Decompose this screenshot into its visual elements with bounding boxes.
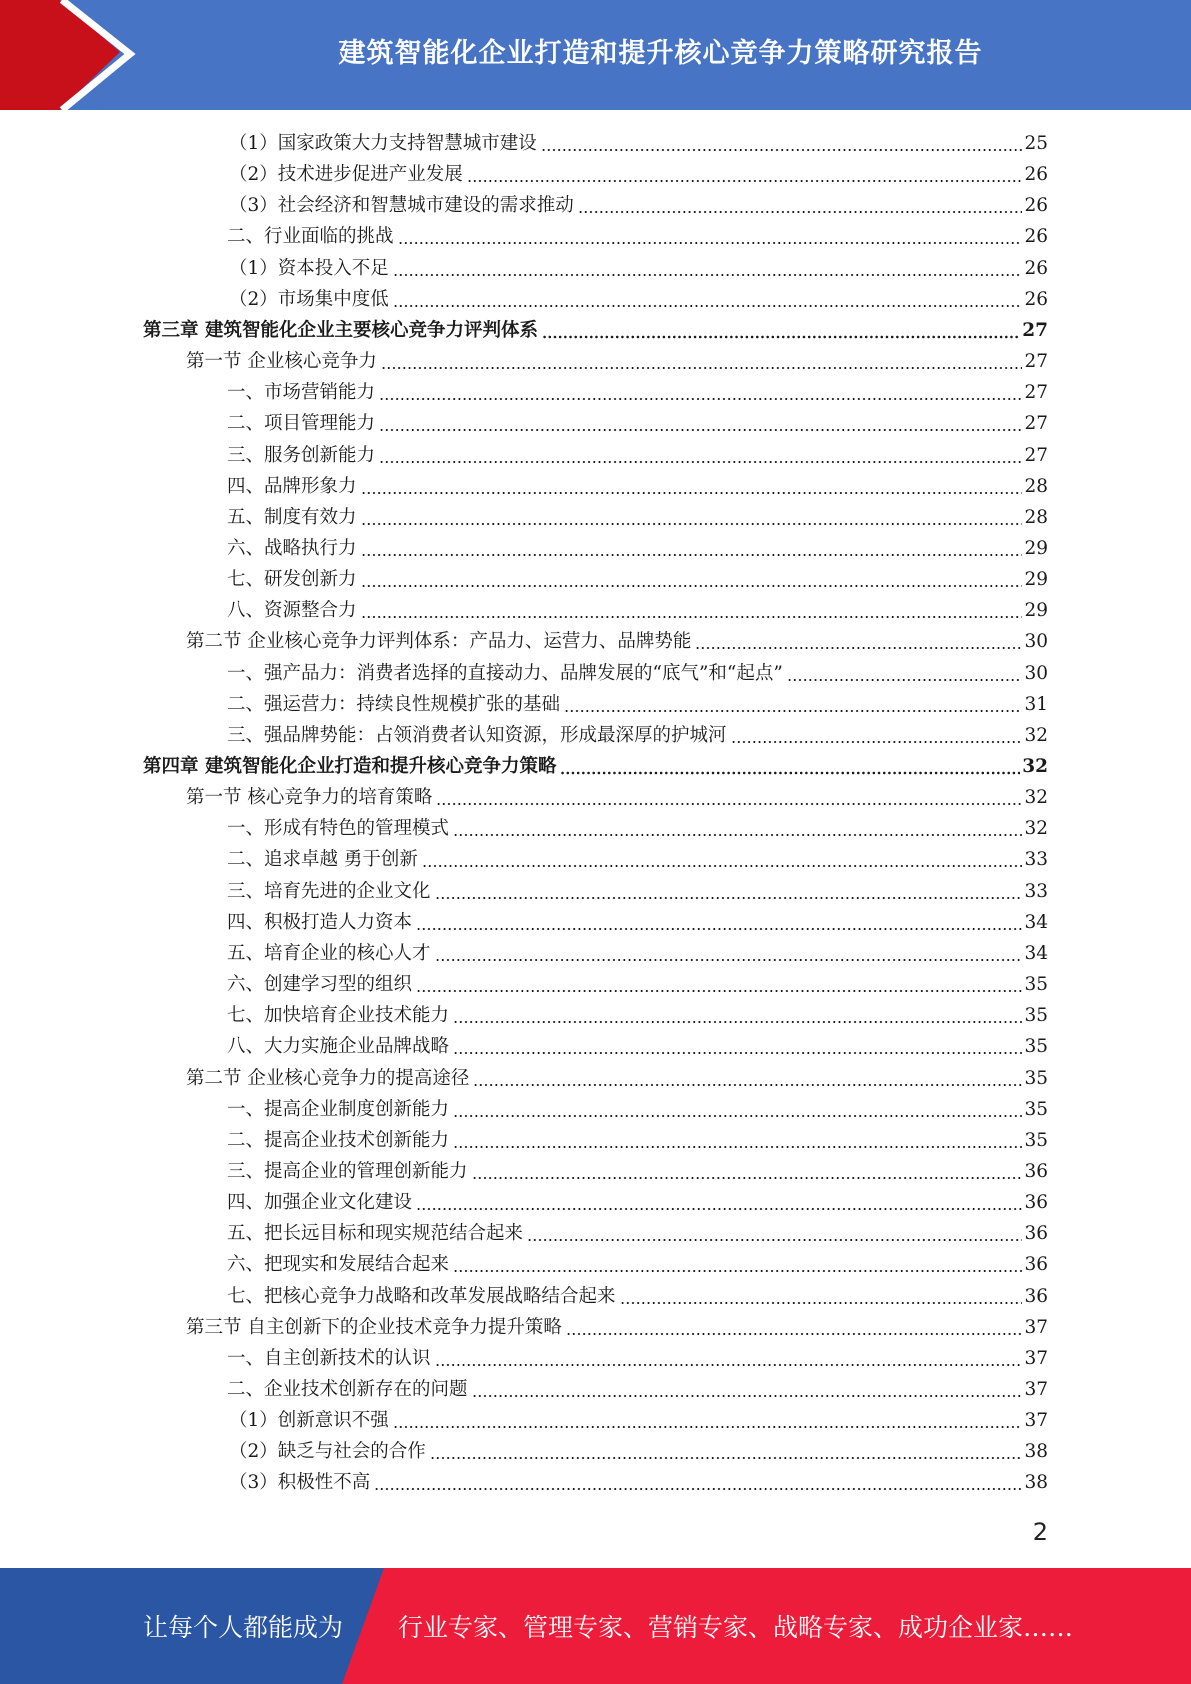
toc-entry-label: 三、服务创新能力 [227,444,376,466]
toc-dot-leader [361,471,1023,502]
toc-entry-label: 五、制度有效力 [227,506,357,528]
toc-entry-label: 四、积极打造人力资本 [227,911,413,933]
toc-entry[interactable] [227,1281,1048,1312]
toc-dot-leader [542,315,1020,346]
toc-entry-page: 26 [1024,164,1048,186]
toc-entry[interactable] [186,1312,1048,1343]
toc-entry-label: 二、追求卓越 勇于创新 [227,849,418,871]
toc-entry-label: 一、自主创新技术的认识 [227,1347,431,1369]
toc-entry-page: 34 [1024,911,1048,933]
footer-slogan-right: 行业专家、管理专家、营销专家、战略专家、成功企业家…… [398,1613,1074,1642]
toc-entry-label: 七、研发创新力 [227,569,357,591]
toc-dot-leader [620,1281,1023,1312]
toc-entry-page: 36 [1024,1254,1048,1276]
toc-dot-leader [379,377,1022,408]
toc-entry-page: 37 [1024,1379,1048,1400]
toc-entry-label: 五、培育企业的核心人才 [227,942,431,964]
toc-dot-leader [416,907,1022,938]
toc-entry-page: 30 [1024,662,1048,684]
toc-entry-label: 第一节 企业核心竞争力 [186,351,377,373]
toc-entry[interactable] [227,533,1048,564]
toc-dot-leader [435,1343,1023,1374]
toc-entry-label: （1）国家政策大力支持智慧城市建设 [229,133,537,154]
toc-dot-leader [527,1218,1022,1249]
toc-entry-label: 五、把长远目标和现实规范结合起来 [227,1223,524,1245]
toc-entry[interactable] [186,626,1048,657]
toc-entry-page: 33 [1024,880,1048,902]
toc-entry[interactable] [227,221,1048,252]
toc-entry[interactable] [227,1249,1048,1280]
toc-entry-page: 26 [1024,195,1048,217]
toc-dot-leader [393,1405,1023,1436]
toc-entry[interactable] [229,253,1048,284]
toc-dot-leader [453,1249,1022,1280]
toc-dot-leader [436,782,1022,813]
toc-dot-leader [361,595,1023,626]
toc-entry[interactable] [227,1094,1048,1125]
toc-entry[interactable] [227,377,1048,408]
toc-entry[interactable] [229,284,1048,315]
toc-entry-label: （1）创新意识不强 [229,1410,389,1432]
toc-entry-page: 32 [1024,787,1048,809]
toc-entry-label: 一、强产品力：消费者选择的直接动力、品牌发展的“底气”和“起点” [227,662,783,684]
toc-entry[interactable] [227,1187,1048,1218]
toc-entry-label: （2）缺乏与社会的合作 [229,1441,426,1463]
toc-entry[interactable] [227,876,1048,907]
toc-dot-leader [393,284,1023,315]
toc-dot-leader [398,221,1023,252]
toc-dot-leader [453,1000,1022,1031]
report-title: 建筑智能化企业打造和提升核心竞争力策略研究报告 [338,37,983,69]
toc-entry-page: 27 [1022,319,1048,341]
toc-entry[interactable] [227,1031,1048,1062]
toc-entry[interactable] [186,1063,1048,1094]
toc-entry-page: 31 [1024,693,1048,715]
toc-entry-label: 第三节 自主创新下的企业技术竞争力提升策略 [186,1316,562,1338]
toc-entry-label: 二、行业面临的挑战 [227,226,394,248]
toc-entry-label: 第三章 建筑智能化企业主要核心竞争力评判体系 [143,319,538,341]
toc-dot-leader [379,408,1022,439]
toc-entry-label: （1）资本投入不足 [229,257,389,279]
toc-entry-label: （2）市场集中度低 [229,288,389,310]
page-footer [0,1568,1191,1684]
toc-entry[interactable] [227,658,1048,689]
page-header [0,0,1191,110]
toc-entry[interactable] [227,907,1048,938]
toc-dot-leader [472,1156,1023,1187]
toc-entry-page: 37 [1024,1410,1048,1432]
page-number: 2 [1032,1518,1048,1546]
toc-dot-leader [422,844,1023,875]
toc-dot-leader [564,689,1022,720]
toc-entry[interactable] [227,408,1048,439]
toc-dot-leader [416,1187,1022,1218]
toc-entry[interactable] [227,471,1048,502]
toc-entry[interactable] [227,1374,1048,1405]
toc-entry-page: 36 [1024,1192,1048,1214]
toc-entry-label: 八、资源整合力 [227,600,357,622]
toc-entry[interactable] [227,689,1048,720]
toc-entry-page: 30 [1024,631,1048,653]
toc-entry-page: 27 [1024,444,1048,466]
toc-dot-leader [578,190,1023,221]
toc-entry[interactable] [227,1218,1048,1249]
toc-entry-page: 32 [1024,724,1048,746]
toc-entry-page: 37 [1024,1347,1048,1369]
toc-dot-leader [541,128,1023,159]
toc-entry-page: 26 [1024,288,1048,310]
toc-entry-label: 六、战略执行力 [227,537,357,559]
toc-entry[interactable] [227,564,1048,595]
toc-dot-leader [435,938,1023,969]
toc-dot-leader [695,626,1022,657]
toc-dot-leader [374,1467,1022,1498]
toc-dot-leader [566,1312,1023,1343]
toc-entry-label: 一、提高企业制度创新能力 [227,1098,450,1120]
toc-dot-leader [453,1031,1022,1062]
toc-dot-leader [361,564,1023,595]
toc-entry-page: 26 [1024,226,1048,248]
toc-dot-leader [393,253,1023,284]
toc-entry-label: 第一节 核心竞争力的培育策略 [186,787,433,809]
toc-entry[interactable] [186,782,1048,813]
toc-dot-leader [453,1094,1022,1125]
toc-entry-page: 35 [1024,1036,1048,1058]
toc-entry-page: 33 [1024,849,1048,871]
toc-entry-page: 34 [1024,942,1048,964]
footer-slogan-left: 让每个人都能成为 [143,1613,344,1642]
toc-entry[interactable] [227,720,1048,751]
toc-entry-label: （2）技术进步促进产业发展 [229,164,463,186]
toc-entry[interactable] [229,1467,1048,1498]
toc-dot-leader [731,720,1023,751]
toc-entry-label: 四、加强企业文化建设 [227,1192,413,1214]
toc-entry-page: 28 [1024,475,1048,497]
toc-entry-page: 29 [1024,569,1048,591]
toc-entry[interactable] [229,1436,1048,1467]
toc-entry-page: 35 [1024,974,1048,996]
toc-entry-page: 35 [1024,1067,1048,1089]
toc-dot-leader [361,533,1023,564]
toc-entry[interactable] [229,190,1048,221]
toc-entry-label: 二、项目管理能力 [227,413,376,435]
toc-entry-page: 36 [1024,1160,1048,1182]
toc-entry-label: （3）社会经济和智慧城市建设的需求推动 [229,195,574,217]
toc-dot-leader [787,658,1023,689]
toc-dot-leader [453,813,1022,844]
toc-dot-leader [379,440,1022,471]
toc-entry-page: 27 [1024,413,1048,435]
toc-entry-page: 38 [1024,1472,1048,1494]
toc-dot-leader [361,502,1023,533]
toc-entry-page: 35 [1024,1005,1048,1027]
toc-entry[interactable] [227,1156,1048,1187]
toc-entry-page: 27 [1024,382,1048,404]
toc-entry[interactable] [227,595,1048,626]
toc-entry[interactable] [229,128,1048,159]
toc-dot-leader [473,1063,1022,1094]
toc-entry[interactable] [229,1405,1048,1436]
toc-entry-page: 38 [1024,1441,1048,1463]
toc-entry-label: 第四章 建筑智能化企业打造和提升核心竞争力策略 [143,756,557,777]
toc-entry-page: 25 [1024,133,1048,154]
toc-entry-label: 第二节 企业核心竞争力评判体系：产品力、运营力、品牌势能 [186,631,692,653]
toc-entry[interactable] [227,1343,1048,1374]
toc-dot-leader [453,1125,1022,1156]
toc-dot-leader [430,1436,1023,1467]
toc-entry-label: 一、市场营销能力 [227,382,376,404]
toc-entry[interactable] [227,1000,1048,1031]
toc-dot-leader [435,876,1023,907]
toc-entry-label: 三、强品牌势能：占领消费者认知资源，形成最深厚的护城河 [227,724,727,746]
toc-entry[interactable] [227,502,1048,533]
header-arrow-decoration [0,0,160,110]
toc-entry-label: 八、大力实施企业品牌战略 [227,1036,450,1058]
toc-entry-label: 四、品牌形象力 [227,475,357,497]
toc-dot-leader [472,1374,1023,1405]
toc-entry-label: 六、创建学习型的组织 [227,974,413,996]
toc-entry-page: 29 [1024,600,1048,622]
toc-entry-label: 第二节 企业核心竞争力的提高途径 [186,1067,470,1089]
toc-entry[interactable] [227,969,1048,1000]
toc-dot-leader [416,969,1022,1000]
toc-entry-label: 七、加快培育企业技术能力 [227,1005,450,1027]
toc-entry-label: 一、形成有特色的管理模式 [227,818,450,840]
toc-entry-page: 32 [1022,756,1048,777]
toc-entry-page: 36 [1024,1223,1048,1245]
toc-entry[interactable] [143,315,1048,346]
toc-entry[interactable] [143,751,1048,782]
toc-entry-label: 六、把现实和发展结合起来 [227,1254,450,1276]
toc-entry-page: 26 [1024,257,1048,279]
toc-entry[interactable] [227,938,1048,969]
toc-entry[interactable] [227,440,1048,471]
toc-dot-leader [381,346,1023,377]
toc-dot-leader [560,751,1020,782]
toc-entry-page: 29 [1024,537,1048,559]
toc-entry-label: 二、提高企业技术创新能力 [227,1129,450,1151]
toc-entry[interactable] [227,844,1048,875]
toc-entry-label: 三、提高企业的管理创新能力 [227,1160,468,1182]
toc-entry[interactable] [186,346,1048,377]
toc-entry-label: 二、强运营力：持续良性规模扩张的基础 [227,693,561,715]
toc-entry-label: 七、把核心竞争力战略和改革发展战略结合起来 [227,1285,616,1307]
toc-entry-page: 35 [1024,1098,1048,1120]
toc-entry-label: 二、企业技术创新存在的问题 [227,1379,468,1400]
toc-dot-leader [467,159,1023,190]
toc-entry-page: 28 [1024,506,1048,528]
toc-entry[interactable] [229,159,1048,190]
toc-entry-page: 37 [1024,1316,1048,1338]
toc-entry-page: 32 [1024,818,1048,840]
toc-entry-page: 35 [1024,1129,1048,1151]
toc-entry-page: 36 [1024,1285,1048,1307]
toc-entry-page: 27 [1024,351,1048,373]
toc-entry-label: （3）积极性不高 [229,1472,371,1494]
toc-entry[interactable] [227,813,1048,844]
toc-entry-label: 三、培育先进的企业文化 [227,880,431,902]
toc-entry[interactable] [227,1125,1048,1156]
